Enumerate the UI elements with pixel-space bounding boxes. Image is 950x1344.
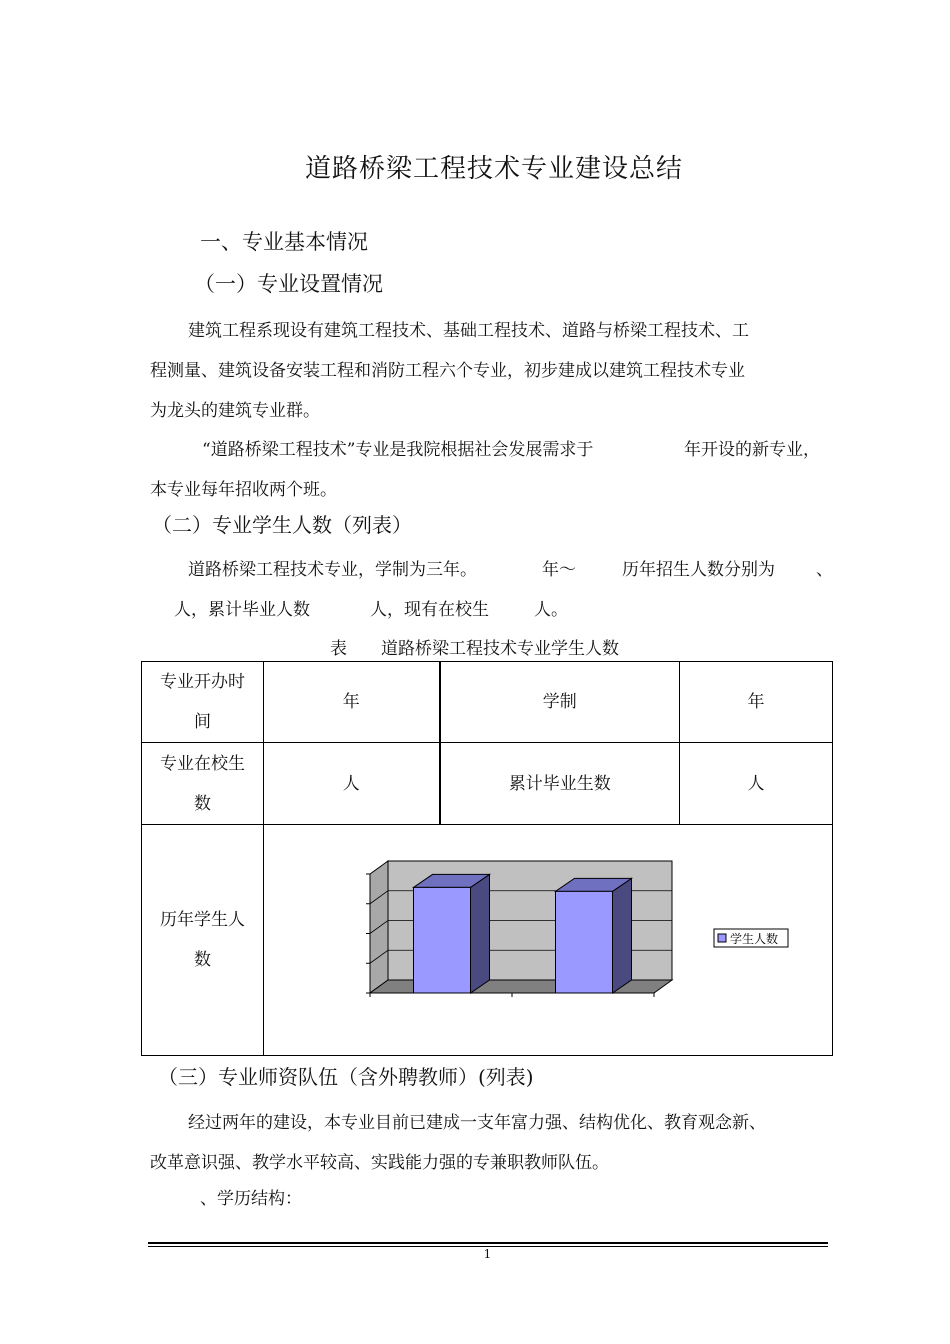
paragraph-line: 本专业每年招收两个班。 bbox=[150, 480, 337, 500]
footer-rule bbox=[148, 1242, 828, 1244]
section-heading-1: 一、专业基本情况 bbox=[200, 230, 368, 254]
student-stats-table bbox=[141, 661, 833, 1056]
paragraph-fragment: 道路桥梁工程技术专业，学制为三年。 bbox=[188, 560, 477, 580]
paragraph-line: 改革意识强、教学水平较高、实践能力强的专兼职教师队伍。 bbox=[150, 1153, 609, 1173]
bar-side bbox=[471, 874, 490, 993]
paragraph-line: 经过两年的建设，本专业目前已建成一支年富力强、结构优化、教育观念新、 bbox=[188, 1113, 766, 1133]
caption-text: 道路桥梁工程技术专业学生人数 bbox=[381, 639, 619, 659]
caption-prefix: 表 bbox=[330, 639, 347, 659]
subsection-heading-3: （三）专业师资队伍（含外聘教师）(列表) bbox=[158, 1065, 534, 1089]
legend-swatch bbox=[718, 934, 726, 942]
document-title: 道路桥梁工程技术专业建设总结 bbox=[304, 154, 683, 184]
subsection-heading-2: （二）专业学生人数（列表） bbox=[152, 513, 412, 537]
legend-label: 学生人数 bbox=[730, 932, 779, 946]
subsection-heading-1: （一）专业设置情况 bbox=[194, 272, 383, 296]
table-row bbox=[142, 662, 833, 743]
paragraph-line: 程测量、建筑设备安装工程和消防工程六个专业，初步建成以建筑工程技术专业 bbox=[150, 361, 745, 381]
bar-side bbox=[613, 878, 632, 993]
chart-cell bbox=[264, 825, 833, 1056]
table-caption bbox=[330, 634, 619, 659]
paragraph-line: “道路桥梁工程技术”专业是我院根据社会发展需求于 bbox=[202, 440, 594, 460]
bar-chart bbox=[264, 825, 832, 1055]
paragraph-line: 为龙头的建筑专业群。 bbox=[150, 401, 320, 421]
table-cell: 学制 bbox=[440, 662, 680, 743]
table-cell: 累计毕业生数 bbox=[440, 743, 680, 825]
table-cell: 人 bbox=[680, 743, 833, 825]
paragraph-fragment: 人。 bbox=[534, 600, 568, 620]
table-cell: 人 bbox=[264, 743, 440, 825]
paragraph-fragment: 人，累计毕业人数 bbox=[174, 600, 310, 620]
table-cell: 年 bbox=[264, 662, 440, 743]
table-row bbox=[142, 743, 833, 825]
table-cell: 年 bbox=[680, 662, 833, 743]
list-item-label: 、学历结构： bbox=[200, 1189, 302, 1209]
paragraph-fragment: 人，现有在校生 bbox=[370, 600, 489, 620]
paragraph-fragment: 年～ bbox=[542, 560, 576, 580]
paragraph-line: 年开设的新专业， bbox=[684, 440, 820, 460]
table-row bbox=[142, 825, 833, 1056]
chart-container bbox=[264, 825, 832, 1055]
page-number: 1 bbox=[483, 1247, 492, 1261]
table-cell-label: 专业开办时间 bbox=[142, 662, 264, 743]
table-cell-label: 历年学生人数 bbox=[142, 825, 264, 1056]
paragraph-fragment: 历年招生人数分别为 bbox=[622, 560, 775, 580]
paragraph-fragment: 、 bbox=[816, 560, 833, 580]
table-cell-label: 专业在校生数 bbox=[142, 743, 264, 825]
paragraph-line: 建筑工程系现设有建筑工程技术、基础工程技术、道路与桥梁工程技术、工 bbox=[188, 321, 749, 341]
bar bbox=[414, 887, 471, 993]
bar bbox=[556, 891, 613, 993]
